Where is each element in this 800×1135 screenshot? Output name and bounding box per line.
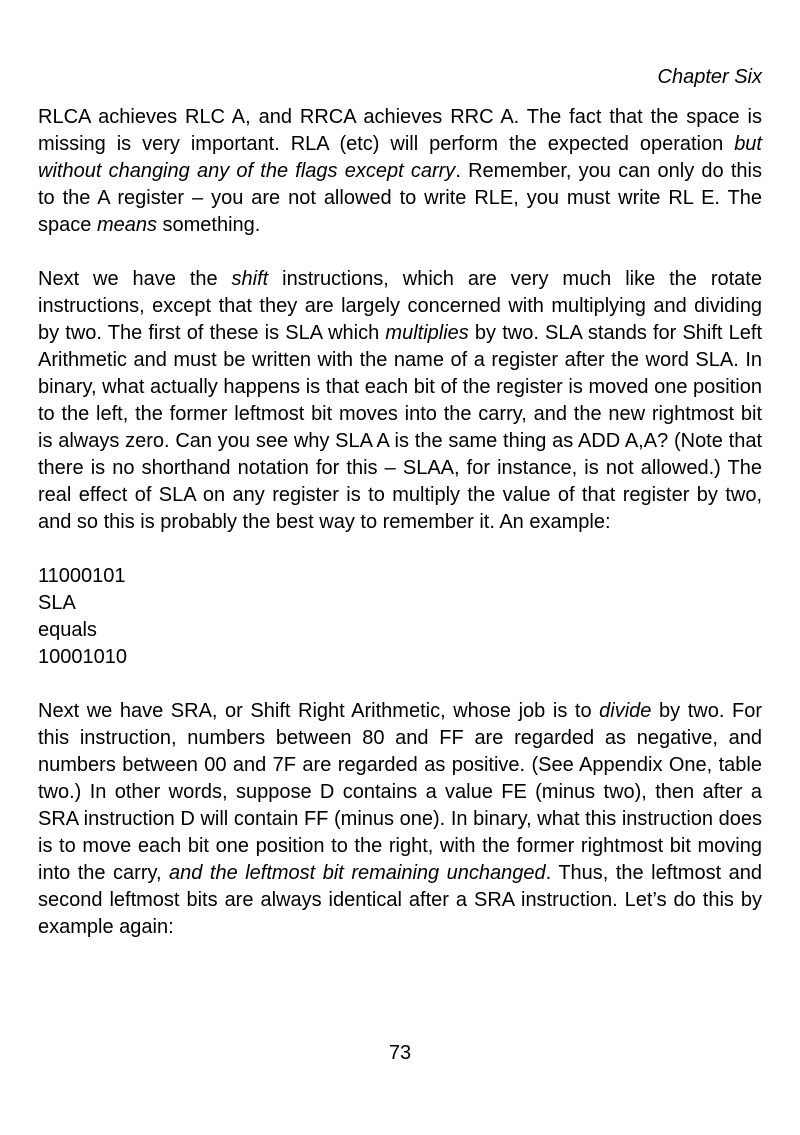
page-number: 73 (388, 1042, 412, 1064)
paragraph-shift-sla: Next we have the shift instructions, which are very much like the rotate instructions, except that they are largely concerned with multiplying and dividing by two. The first of these is SLA which multiplies by two. SLA stands for Shift Left Arithmetic and must be written with the name of a register after the word SLA. In binary, what actually happens is that each bit of the register is moved one position to the left, the former leftmost bit moves into the carry, and the new rightmost bit is always zero. Can you see why SLA A is the same thing as ADD A,A? (Note that there is no shorthand notation for this – SLAA, for instance, is not allowed.) The real effect of SLA on any register is to multiply the value of that register by two, and so this is probably the best way to remember it. An example: (38, 268, 762, 533)
sla-binary-example: 11000101 SLA equals 10001010 (38, 565, 127, 668)
paragraph-sra: Next we have SRA, or Shift Right Arithmetic, whose job is to divide by two. For this instruction, numbers between 80 and FF are regarded as negative, and numbers between 00 and 7F are regarded as positive. (See Appendix One, table two.) In other words, suppose D contains a value FE (minus two), then after a SRA instruction D will contain FF (minus one). In binary, what this instruction does is to move each bit one position to the right, with the former rightmost bit moving into the carry, and the leftmost bit remaining unchanged. Thus, the leftmost and second leftmost bits are always identical after a SRA instruction. Let’s do this by example again: (38, 700, 763, 938)
chapter-header: Chapter Six (657, 66, 762, 88)
paragraph-rlca-rrca: RLCA achieves RLC A, and RRCA achieves RRC A. The fact that the space is missing is very important. RLA (etc) will perform the expected operation but without changing any of the flags except carry. Remember, you can only do this to the A register – you are not allowed to write RLE, you must write RL E. The space means something. (38, 106, 762, 236)
